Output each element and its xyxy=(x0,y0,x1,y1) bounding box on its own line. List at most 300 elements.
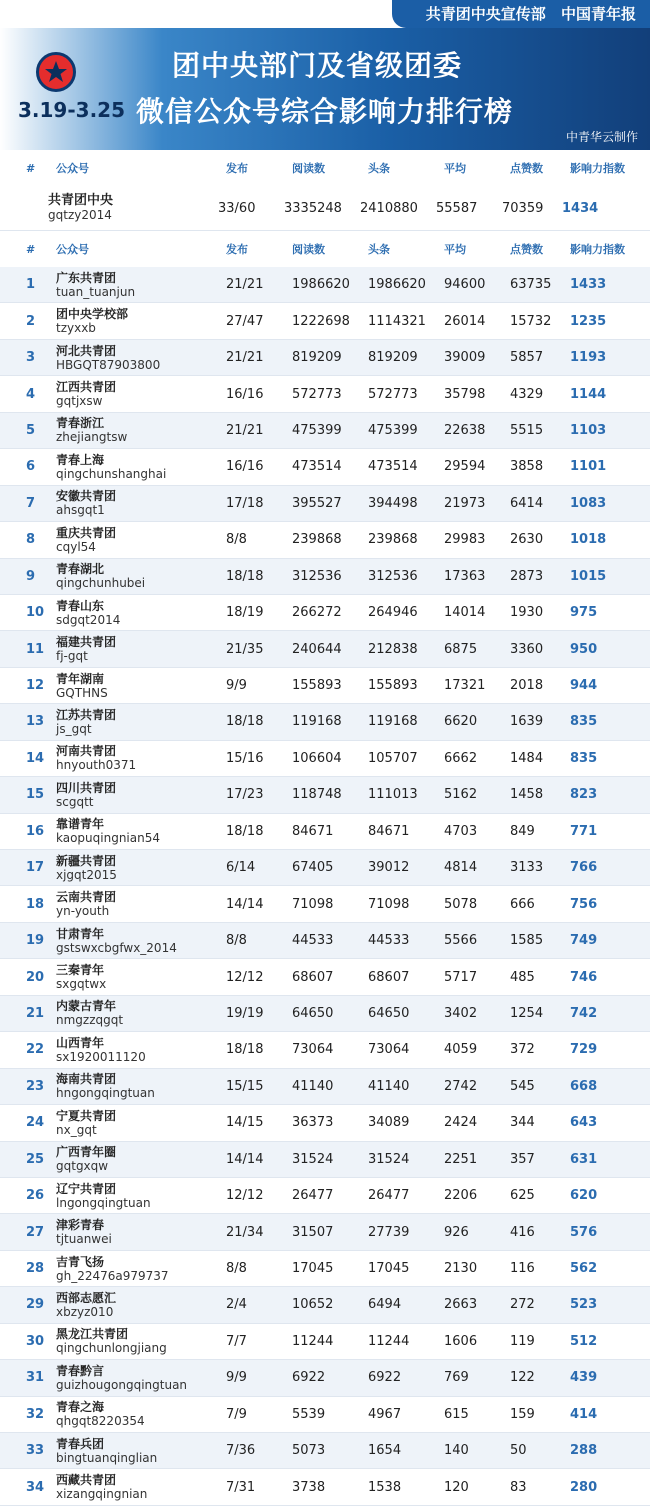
index-cell: 1018 xyxy=(570,532,607,548)
posts-cell: 8/8 xyxy=(226,933,247,949)
account-id: guizhougongqingtuan xyxy=(56,1377,188,1392)
average-cell: 5717 xyxy=(444,969,478,985)
likes-cell: 6414 xyxy=(510,495,544,511)
account-name: 共青团中央 xyxy=(48,193,114,208)
reads-cell: 67405 xyxy=(292,860,334,876)
index-cell: 835 xyxy=(570,714,598,730)
col-index: 影响力指数 xyxy=(570,243,625,256)
account-cell xyxy=(48,1291,218,1319)
index-cell: 668 xyxy=(570,1078,598,1094)
table-row xyxy=(0,1251,650,1287)
account-cell xyxy=(48,672,218,700)
table-row xyxy=(0,1214,650,1250)
col-average: 平均 xyxy=(444,162,466,175)
rank-cell: 29 xyxy=(26,1297,45,1313)
account-name: 青年湖南 xyxy=(56,671,105,686)
index-cell: 439 xyxy=(570,1370,598,1386)
posts-cell: 8/8 xyxy=(226,532,247,548)
likes-cell: 1484 xyxy=(510,750,544,766)
account-id: yn-youth xyxy=(56,904,110,919)
reads-cell: 155893 xyxy=(292,678,342,694)
account-cell xyxy=(48,271,218,299)
table-row xyxy=(0,559,650,595)
likes-cell: 3360 xyxy=(510,641,544,657)
reads-cell: 6922 xyxy=(292,1370,326,1386)
rank-cell: 1 xyxy=(26,277,36,293)
posts-cell: 18/18 xyxy=(226,823,264,839)
likes-cell: 2873 xyxy=(510,568,544,584)
likes-cell: 1254 xyxy=(510,1005,544,1021)
likes-cell: 1458 xyxy=(510,787,544,803)
col-posts: 发布 xyxy=(226,243,248,256)
headline-cell: 473514 xyxy=(368,459,418,475)
table-row xyxy=(0,340,650,376)
reads-cell: 41140 xyxy=(292,1078,334,1094)
reads-cell: 395527 xyxy=(292,495,342,511)
account-name: 三秦青年 xyxy=(56,963,105,978)
publisher-bar xyxy=(392,0,650,28)
headline-cell: 111013 xyxy=(368,787,418,803)
reads-cell: 64650 xyxy=(292,1005,334,1021)
index-cell: 631 xyxy=(570,1151,598,1167)
account-cell xyxy=(48,963,218,991)
headline-cell: 1654 xyxy=(368,1443,402,1459)
headline-cell: 31524 xyxy=(368,1151,410,1167)
account-cell xyxy=(48,1327,218,1355)
account-name: 河南共青团 xyxy=(56,744,117,759)
reads-cell: 71098 xyxy=(292,896,334,912)
account-id: xjgqt2015 xyxy=(56,867,117,882)
table-row xyxy=(0,1397,650,1433)
account-name: 福建共青团 xyxy=(56,635,117,650)
headline-cell: 475399 xyxy=(368,422,418,438)
account-cell xyxy=(48,999,218,1027)
index-cell: 280 xyxy=(570,1479,598,1495)
account-id: xbzyz010 xyxy=(56,1304,114,1319)
page-title-line1: 团中央部门及省级团委 xyxy=(172,49,463,82)
average-cell: 26014 xyxy=(444,313,486,329)
posts-cell: 16/16 xyxy=(226,459,264,475)
reads-cell: 312536 xyxy=(292,568,342,584)
account-id: HBGQT87903800 xyxy=(56,357,161,372)
average-cell: 2742 xyxy=(444,1078,478,1094)
index-cell: 1433 xyxy=(570,277,607,293)
account-name: 河北共青团 xyxy=(56,343,117,358)
average-cell: 39009 xyxy=(444,350,486,366)
table-row xyxy=(0,1287,650,1323)
posts-cell: 27/47 xyxy=(226,313,264,329)
headline-cell: 84671 xyxy=(368,823,410,839)
headline-cell: 572773 xyxy=(368,386,418,402)
table-row xyxy=(0,814,650,850)
rank-cell: 13 xyxy=(26,714,45,730)
posts-cell: 6/14 xyxy=(226,860,256,876)
posts-cell: 18/19 xyxy=(226,605,264,621)
likes-cell: 272 xyxy=(510,1297,535,1313)
headline-cell: 17045 xyxy=(368,1261,410,1277)
average-cell: 22638 xyxy=(444,422,486,438)
account-cell xyxy=(48,562,218,590)
account-name: 青春黔言 xyxy=(56,1363,105,1378)
account-id: gh_22476a979737 xyxy=(56,1268,169,1283)
average-cell: 35798 xyxy=(444,386,486,402)
likes-cell: 416 xyxy=(510,1224,535,1240)
reads-cell: 26477 xyxy=(292,1188,334,1204)
posts-cell: 18/18 xyxy=(226,1042,264,1058)
account-cell xyxy=(48,1182,218,1210)
account-id: kaopuqingnian54 xyxy=(56,831,160,846)
index-cell: 620 xyxy=(570,1188,598,1204)
account-cell xyxy=(48,1400,218,1428)
table-row xyxy=(0,923,650,959)
account-cell xyxy=(48,708,218,736)
col-likes: 点赞数 xyxy=(510,243,543,256)
headline-cell: 41140 xyxy=(368,1078,410,1094)
average-cell: 5078 xyxy=(444,896,478,912)
index-cell: 749 xyxy=(570,933,598,949)
rank-cell: 5 xyxy=(26,422,36,438)
account-id: tzyxxb xyxy=(56,321,96,336)
col-index: 影响力指数 xyxy=(570,162,625,175)
index-cell: 1144 xyxy=(570,386,607,402)
table-row xyxy=(0,303,650,339)
headline-cell: 6922 xyxy=(368,1370,402,1386)
rank-cell: 31 xyxy=(26,1370,45,1386)
reads-cell: 31507 xyxy=(292,1224,334,1240)
rank-cell: 6 xyxy=(26,459,36,475)
posts-cell: 14/15 xyxy=(226,1115,264,1131)
col-rank: # xyxy=(26,161,36,175)
average-cell: 6875 xyxy=(444,641,478,657)
account-id: cqyl54 xyxy=(56,539,96,554)
headline-cell: 119168 xyxy=(368,714,418,730)
account-cell xyxy=(48,1036,218,1064)
average-cell: 2130 xyxy=(444,1261,478,1277)
account-name: 西藏共青团 xyxy=(56,1473,117,1488)
table-row xyxy=(0,777,650,813)
reads-cell: 11244 xyxy=(292,1333,334,1349)
posts-cell: 9/9 xyxy=(226,1370,247,1386)
account-cell xyxy=(48,1109,218,1137)
headline-cell: 4967 xyxy=(368,1406,402,1422)
index-cell: 771 xyxy=(570,823,598,839)
reads-cell: 239868 xyxy=(292,532,342,548)
col-headline: 头条 xyxy=(368,162,390,175)
table-row xyxy=(0,1069,650,1105)
headline-cell: 34089 xyxy=(368,1115,410,1131)
average-cell: 140 xyxy=(444,1443,469,1459)
account-id: fj-gqt xyxy=(56,649,88,664)
index-cell: 576 xyxy=(570,1224,598,1240)
table-row xyxy=(0,522,650,558)
rank-cell: 30 xyxy=(26,1333,45,1349)
headline-cell: 1114321 xyxy=(368,313,426,329)
headline-cell: 394498 xyxy=(368,495,418,511)
central-average: 55587 xyxy=(436,200,478,216)
index-cell: 950 xyxy=(570,641,598,657)
col-posts: 发布 xyxy=(226,162,248,175)
posts-cell: 21/35 xyxy=(226,641,264,657)
posts-cell: 15/16 xyxy=(226,750,264,766)
index-cell: 414 xyxy=(570,1406,598,1422)
posts-cell: 7/7 xyxy=(226,1333,247,1349)
account-name: 津彩青春 xyxy=(56,1218,105,1233)
likes-cell: 485 xyxy=(510,969,535,985)
index-cell: 1101 xyxy=(570,459,607,475)
account-id: tuan_tuanjun xyxy=(56,284,136,299)
posts-cell: 21/21 xyxy=(226,350,264,366)
central-posts: 33/60 xyxy=(218,200,256,216)
average-cell: 120 xyxy=(444,1479,469,1495)
posts-cell: 17/23 xyxy=(226,787,264,803)
account-id: ahsgqt1 xyxy=(56,503,105,518)
account-name: 青春山东 xyxy=(56,598,105,613)
average-cell: 615 xyxy=(444,1406,469,1422)
headline-cell: 26477 xyxy=(368,1188,410,1204)
table-row xyxy=(0,850,650,886)
central-index: 1434 xyxy=(562,200,599,216)
account-id: sxgqtwx xyxy=(56,977,107,992)
likes-cell: 15732 xyxy=(510,313,552,329)
likes-cell: 372 xyxy=(510,1042,535,1058)
table-row xyxy=(0,595,650,631)
likes-cell: 159 xyxy=(510,1406,535,1422)
index-cell: 523 xyxy=(570,1297,598,1313)
reads-cell: 1222698 xyxy=(292,313,350,329)
table-row xyxy=(0,1360,650,1396)
table-row xyxy=(0,1032,650,1068)
index-cell: 729 xyxy=(570,1042,598,1058)
headline-cell: 39012 xyxy=(368,860,410,876)
index-cell: 975 xyxy=(570,605,598,621)
index-cell: 1235 xyxy=(570,313,607,329)
rank-cell: 10 xyxy=(26,605,45,621)
account-name: 重庆共青团 xyxy=(56,525,117,540)
reads-cell: 572773 xyxy=(292,386,342,402)
reads-cell: 475399 xyxy=(292,422,342,438)
account-name: 山西青年 xyxy=(56,1035,105,1050)
rank-cell: 18 xyxy=(26,896,45,912)
likes-cell: 1585 xyxy=(510,933,544,949)
ranking-table xyxy=(0,267,650,1506)
account-cell xyxy=(48,344,218,372)
rank-cell: 22 xyxy=(26,1042,45,1058)
col-likes: 点赞数 xyxy=(510,162,543,175)
account-cell xyxy=(48,1218,218,1246)
rank-cell: 3 xyxy=(26,350,36,366)
index-cell: 1083 xyxy=(570,495,607,511)
average-cell: 5162 xyxy=(444,787,478,803)
likes-cell: 83 xyxy=(510,1479,527,1495)
rank-cell: 28 xyxy=(26,1261,45,1277)
account-name: 甘肃青年 xyxy=(56,926,105,941)
likes-cell: 1930 xyxy=(510,605,544,621)
likes-cell: 545 xyxy=(510,1078,535,1094)
average-cell: 2663 xyxy=(444,1297,478,1313)
account-name: 吉青飞扬 xyxy=(56,1254,105,1269)
account-name: 江西共青团 xyxy=(56,380,117,395)
index-cell: 944 xyxy=(570,678,598,694)
average-cell: 6620 xyxy=(444,714,478,730)
table-row xyxy=(0,1433,650,1469)
col-account: 公众号 xyxy=(56,162,89,175)
reads-cell: 473514 xyxy=(292,459,342,475)
average-cell: 4059 xyxy=(444,1042,478,1058)
likes-cell: 625 xyxy=(510,1188,535,1204)
account-cell xyxy=(48,599,218,627)
table-row xyxy=(0,1105,650,1141)
table-row xyxy=(0,413,650,449)
col-account: 公众号 xyxy=(56,243,89,256)
rank-cell: 34 xyxy=(26,1479,45,1495)
account-cell xyxy=(48,1255,218,1283)
index-cell: 835 xyxy=(570,750,598,766)
average-cell: 29983 xyxy=(444,532,486,548)
posts-cell: 17/18 xyxy=(226,495,264,511)
reads-cell: 266272 xyxy=(292,605,342,621)
account-cell xyxy=(48,1072,218,1100)
reads-cell: 106604 xyxy=(292,750,342,766)
account-cell xyxy=(48,1437,218,1465)
reads-cell: 5539 xyxy=(292,1406,326,1422)
account-name: 辽宁共青团 xyxy=(56,1181,117,1196)
index-cell: 512 xyxy=(570,1333,598,1349)
posts-cell: 14/14 xyxy=(226,1151,264,1167)
average-cell: 5566 xyxy=(444,933,478,949)
rank-cell: 23 xyxy=(26,1078,45,1094)
average-cell: 1606 xyxy=(444,1333,478,1349)
likes-cell: 2018 xyxy=(510,678,544,694)
likes-cell: 849 xyxy=(510,823,535,839)
posts-cell: 12/12 xyxy=(226,1188,264,1204)
header-banner xyxy=(0,0,650,150)
headline-cell: 1538 xyxy=(368,1479,402,1495)
index-cell: 1193 xyxy=(570,350,607,366)
account-cell xyxy=(48,927,218,955)
headline-cell: 73064 xyxy=(368,1042,410,1058)
reads-cell: 3738 xyxy=(292,1479,326,1495)
average-cell: 29594 xyxy=(444,459,486,475)
average-cell: 769 xyxy=(444,1370,469,1386)
account-cell xyxy=(48,635,218,663)
rank-cell: 21 xyxy=(26,1005,45,1021)
date-range: 3.19-3.25 xyxy=(18,98,125,122)
reads-cell: 31524 xyxy=(292,1151,334,1167)
likes-cell: 2630 xyxy=(510,532,544,548)
headline-cell: 1986620 xyxy=(368,277,426,293)
index-cell: 746 xyxy=(570,969,598,985)
rank-cell: 12 xyxy=(26,678,45,694)
average-cell: 2424 xyxy=(444,1115,478,1131)
account-id: lngongqingtuan xyxy=(56,1195,151,1210)
col-rank: # xyxy=(26,242,36,256)
index-cell: 562 xyxy=(570,1261,598,1277)
rank-cell: 19 xyxy=(26,933,45,949)
rank-cell: 9 xyxy=(26,568,36,584)
headline-cell: 11244 xyxy=(368,1333,410,1349)
likes-cell: 357 xyxy=(510,1151,535,1167)
table-row xyxy=(0,376,650,412)
headline-cell: 64650 xyxy=(368,1005,410,1021)
account-name: 广东共青团 xyxy=(56,270,117,285)
table-row xyxy=(0,1469,650,1505)
posts-cell: 7/9 xyxy=(226,1406,247,1422)
index-cell: 742 xyxy=(570,1005,598,1021)
account-name: 四川共青团 xyxy=(56,780,117,795)
rank-cell: 27 xyxy=(26,1224,45,1240)
account-id: gqtjxsw xyxy=(56,394,103,409)
account-cell xyxy=(48,453,218,481)
average-cell: 4814 xyxy=(444,860,478,876)
likes-cell: 1639 xyxy=(510,714,544,730)
index-cell: 1015 xyxy=(570,568,607,584)
publisher-right: 中国青年报 xyxy=(560,5,636,23)
likes-cell: 5857 xyxy=(510,350,544,366)
table-row xyxy=(0,1324,650,1360)
account-id: qingchunlongjiang xyxy=(56,1341,167,1356)
rank-cell: 20 xyxy=(26,969,45,985)
table-row xyxy=(0,486,650,522)
table-row xyxy=(0,267,650,303)
posts-cell: 21/34 xyxy=(226,1224,264,1240)
rank-cell: 17 xyxy=(26,860,45,876)
account-cell xyxy=(48,307,218,335)
account-id: qingchunhubei xyxy=(56,576,146,591)
account-id: nmgzzqgqt xyxy=(56,1013,124,1028)
likes-cell: 119 xyxy=(510,1333,535,1349)
posts-cell: 8/8 xyxy=(226,1261,247,1277)
likes-cell: 4329 xyxy=(510,386,544,402)
account-id: tjtuanwei xyxy=(56,1232,112,1247)
table-row xyxy=(0,886,650,922)
page-title-line2: 微信公众号综合影响力排行榜 xyxy=(136,95,514,128)
account-id: zhejiangtsw xyxy=(56,430,128,445)
reads-cell: 84671 xyxy=(292,823,334,839)
reads-cell: 819209 xyxy=(292,350,342,366)
likes-cell: 3858 xyxy=(510,459,544,475)
star-emblem-icon xyxy=(36,52,76,92)
rank-cell: 32 xyxy=(26,1406,45,1422)
account-id: gstswxcbgfwx_2014 xyxy=(56,940,177,955)
likes-cell: 5515 xyxy=(510,422,544,438)
rank-cell: 14 xyxy=(26,750,45,766)
col-average: 平均 xyxy=(444,243,466,256)
reads-cell: 118748 xyxy=(292,787,342,803)
table-row xyxy=(0,996,650,1032)
reads-cell: 119168 xyxy=(292,714,342,730)
account-id: js_gqt xyxy=(56,721,92,736)
rank-cell: 25 xyxy=(26,1151,45,1167)
account-id: scgqtt xyxy=(56,794,94,809)
table-row xyxy=(0,741,650,777)
posts-cell: 19/19 xyxy=(226,1005,264,1021)
account-cell xyxy=(48,1473,218,1501)
headline-cell: 155893 xyxy=(368,678,418,694)
reads-cell: 68607 xyxy=(292,969,334,985)
account-name: 西部志愿汇 xyxy=(56,1290,117,1305)
table-row xyxy=(0,704,650,740)
likes-cell: 50 xyxy=(510,1443,527,1459)
rank-cell: 26 xyxy=(26,1188,45,1204)
rank-cell: 24 xyxy=(26,1115,45,1131)
reads-cell: 240644 xyxy=(292,641,342,657)
headline-cell: 44533 xyxy=(368,933,410,949)
table-row xyxy=(0,449,650,485)
average-cell: 94600 xyxy=(444,277,486,293)
reads-cell: 10652 xyxy=(292,1297,334,1313)
posts-cell: 21/21 xyxy=(226,277,264,293)
index-cell: 288 xyxy=(570,1443,598,1459)
